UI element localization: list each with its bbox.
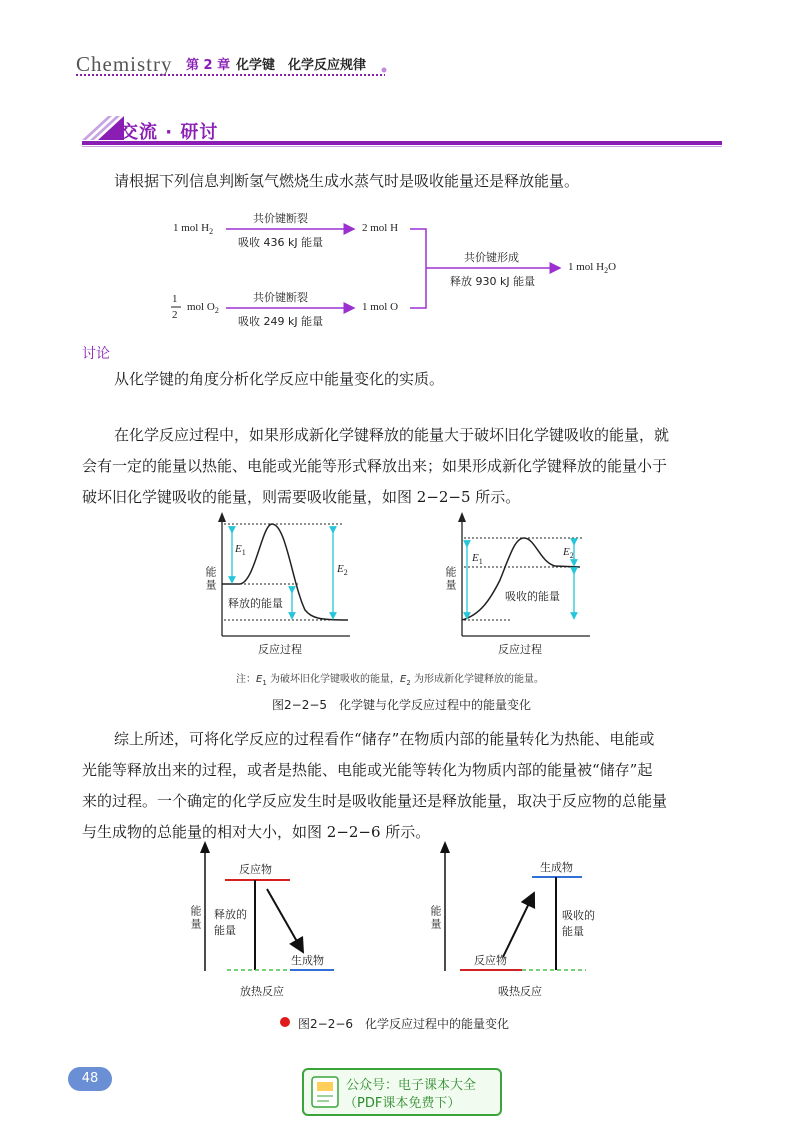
watermark-line2: （PDF课本免费下） xyxy=(344,1096,461,1111)
fig225-note: 注：$E_1$ 为破坏旧化学键吸收的能量，$E_2$ 为形成新化学键释放的能量。 xyxy=(236,674,544,687)
fig225-absorbed-label: 吸收的能量 xyxy=(505,590,560,603)
watermark-line1: 公众号：电子课本大全 xyxy=(346,1078,477,1093)
fig226-right-reactant: 反应物 xyxy=(474,954,507,967)
discussion-question: 从化学键的角度分析化学反应中能量变化的实质。 xyxy=(114,370,445,388)
fig226-absorbed-2: 能量 xyxy=(562,925,584,938)
paragraph2-line1: 综上所述，可将化学反应的过程看作“储存”在物质内部的能量转化为热能、电能或 xyxy=(114,730,655,748)
label-break-1: 共价键断裂 xyxy=(253,212,308,225)
label-h2: 1 mol $H_2$ xyxy=(173,222,214,237)
label-o2: mol $O_2$ xyxy=(187,301,219,316)
header-chapter: 第 2 章 xyxy=(186,58,231,73)
discussion-heading: 讨论 xyxy=(82,346,110,362)
section-title: 交流 · 研讨 xyxy=(120,122,219,143)
fig226-right-ylabel: 能量 xyxy=(429,905,442,931)
header-subject: Chemistry xyxy=(76,52,173,76)
label-form: 共价键形成 xyxy=(464,251,519,264)
fig226-released-2: 能量 xyxy=(214,924,236,937)
bracket-atoms xyxy=(410,229,426,308)
paragraph2-line4: 与生成物的总能量的相对大小，如图 2−2−6 所示。 xyxy=(82,823,431,841)
fig226-absorbed-1: 吸收的 xyxy=(562,909,595,922)
fig225-left-ylabel: 能量 xyxy=(204,566,217,592)
fig226-released-1: 释放的 xyxy=(214,908,247,921)
fig225-left-e1: $E_1$ xyxy=(235,543,246,558)
label-absorb-h: 吸收 436 kJ 能量 xyxy=(238,236,324,249)
paragraph2-line3: 来的过程。一个确定的化学反应发生时是吸收能量还是释放能量，取决于反应物的总能量 xyxy=(82,792,668,810)
fig226-endothermic: 吸热反应 xyxy=(498,985,542,998)
watermark-badge xyxy=(302,1068,502,1116)
fig225-right-e1: $E_1$ xyxy=(472,552,483,567)
fig225-right-xlabel: 反应过程 xyxy=(498,643,542,656)
frac-den: 2 xyxy=(172,309,178,321)
fig226-exothermic: 放热反应 xyxy=(240,985,284,998)
frac-num: 1 xyxy=(172,293,178,305)
label-water: 1 mol $H_2O$ xyxy=(568,261,617,276)
book-icon xyxy=(310,1075,340,1109)
label-release: 释放 930 kJ 能量 xyxy=(450,275,536,288)
label-break-2: 共价键断裂 xyxy=(253,291,308,304)
figure-2-2-6 xyxy=(0,835,800,1035)
intro-text: 请根据下列信息判断氢气燃烧生成水蒸气时是吸收能量还是释放能量。 xyxy=(114,172,580,190)
label-2mol-h: 2 mol H xyxy=(362,222,399,234)
exothermic-energy-graph xyxy=(218,512,350,636)
label-1mol-o: 1 mol O xyxy=(362,301,399,313)
header-chapter-title: 化学键 化学反应规律 xyxy=(236,58,367,73)
bond-energy-flow-diagram xyxy=(0,200,800,330)
fig225-right-ylabel: 能量 xyxy=(444,566,457,592)
fig226-right-product: 生成物 xyxy=(540,861,573,874)
fig225-released-label: 释放的能量 xyxy=(228,597,283,610)
endothermic-energy-graph xyxy=(458,512,590,636)
fig226-caption: 图2−2−6 化学反应过程中的能量变化 xyxy=(298,1017,510,1031)
fig225-left-e2: $E_2$ xyxy=(337,563,348,578)
fig226-left-reactant: 反应物 xyxy=(239,863,272,876)
fig225-caption: 图2−2−5 化学键与化学反应过程中的能量变化 xyxy=(272,698,532,712)
paragraph2-line2: 光能等释放出来的过程，或者是热能、电能或光能等转化为物质内部的能量被“储存”起 xyxy=(82,761,653,779)
page-number: 48 xyxy=(68,1067,112,1091)
fig225-left-xlabel: 反应过程 xyxy=(258,643,302,656)
fig226-left-product: 生成物 xyxy=(291,954,324,967)
paragraph1-line1: 在化学反应过程中，如果形成新化学键释放的能量大于破坏旧化学键吸收的能量，就 xyxy=(114,426,670,444)
label-absorb-o: 吸收 249 kJ 能量 xyxy=(238,315,324,328)
figure-2-2-5 xyxy=(0,510,800,660)
fig225-right-e2: $E_2$ xyxy=(563,546,574,561)
fig226-left-ylabel: 能量 xyxy=(189,905,202,931)
paragraph1-line3: 破坏旧化学键吸收的能量，则需要吸收能量，如图 2−2−5 所示。 xyxy=(82,488,521,506)
paragraph1-line2: 会有一定的能量以热能、电能或光能等形式释放出来；如果形成新化学键释放的能量小于 xyxy=(82,457,668,475)
